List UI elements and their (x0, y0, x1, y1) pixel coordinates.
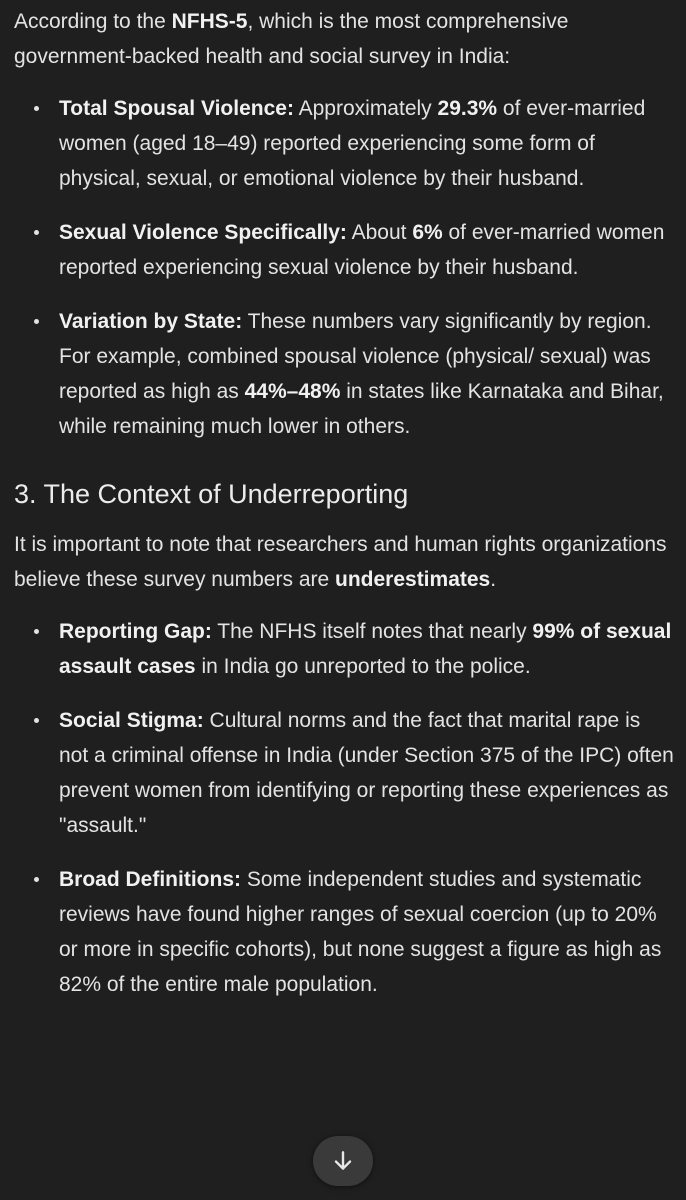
arrow-down-icon (330, 1148, 356, 1174)
list-item-text: of ever-married women reported experiencing sexual violence by their husband. (59, 221, 665, 279)
list-item-highlight: 29.3% (437, 97, 498, 120)
response-content (14, 4, 674, 1002)
list-item-title: Social Stigma: (59, 709, 204, 732)
list-item-highlight: 6% (412, 221, 443, 244)
bullet-dot (34, 718, 39, 723)
list-item-sexual-violence (14, 215, 674, 285)
list-item-title: Variation by State: (59, 310, 243, 333)
list-item-title: Total Spousal Violence: (59, 97, 294, 120)
list-item-reporting-gap (14, 614, 674, 684)
list-item-text: Cultural norms and the fact that marital rape is not a criminal offense in India (under Section 375 of the IPC) often prevent women from identifying or reporting these experiences as "assault." (59, 709, 674, 837)
list-item-highlight: 99% of sexual assault cases (59, 620, 672, 678)
underreporting-list (14, 614, 674, 1002)
list-item-text: in states like Karnataka and Bihar, while remaining much lower in others. (59, 380, 664, 438)
bullet-dot (34, 629, 39, 634)
underreporting-paragraph (14, 527, 674, 597)
bullet-dot (34, 319, 39, 324)
bullet-dot (34, 230, 39, 235)
list-item-broad-definitions (14, 862, 674, 1002)
section-heading: 3. The Context of Underreporting (14, 479, 409, 509)
note-text-start: It is important to note that researchers and human rights organizations believe these survey numbers are (14, 533, 667, 591)
list-item-total-spousal-violence (14, 91, 674, 196)
list-item-highlight: 44%–48% (244, 380, 341, 403)
intro-text-start: According to the (14, 10, 172, 33)
list-item-text: The NFHS itself notes that nearly (211, 620, 533, 643)
intro-text-end: , which is the most comprehensive government-backed health and social survey in India: (14, 10, 569, 68)
list-item-title: Broad Definitions: (59, 868, 241, 891)
statistics-list (14, 91, 674, 444)
list-item-title: Reporting Gap: (59, 620, 212, 643)
list-item-text: Approximately (293, 97, 438, 120)
scroll-to-bottom-button[interactable] (313, 1136, 373, 1186)
bullet-dot (34, 106, 39, 111)
list-item-text: These numbers vary significantly by region. For example, combined spousal violence (physical/ sexual) was reported as high as (59, 310, 652, 403)
list-item-variation-by-state (14, 304, 674, 444)
list-item-text: of ever-married women (aged 18–49) reported experiencing some form of physical, sexual, or emotional violence by their husband. (59, 97, 646, 190)
list-item-title: Sexual Violence Specifically: (59, 221, 347, 244)
note-highlight: underestimates (335, 568, 491, 591)
note-text-end: . (490, 568, 497, 591)
list-item-text: in India go unreported to the police. (195, 655, 531, 678)
list-item-text: Some independent studies and systematic reviews have found higher ranges of sexual coercion (up to 20% or more in specific cohorts), but none suggest a figure as high as 82% of the entire male population. (59, 868, 662, 996)
intro-survey-name: NFHS-5 (171, 10, 248, 33)
list-item-social-stigma (14, 703, 674, 843)
list-item-text: About (346, 221, 413, 244)
bullet-dot (34, 877, 39, 882)
intro-paragraph (14, 4, 674, 74)
